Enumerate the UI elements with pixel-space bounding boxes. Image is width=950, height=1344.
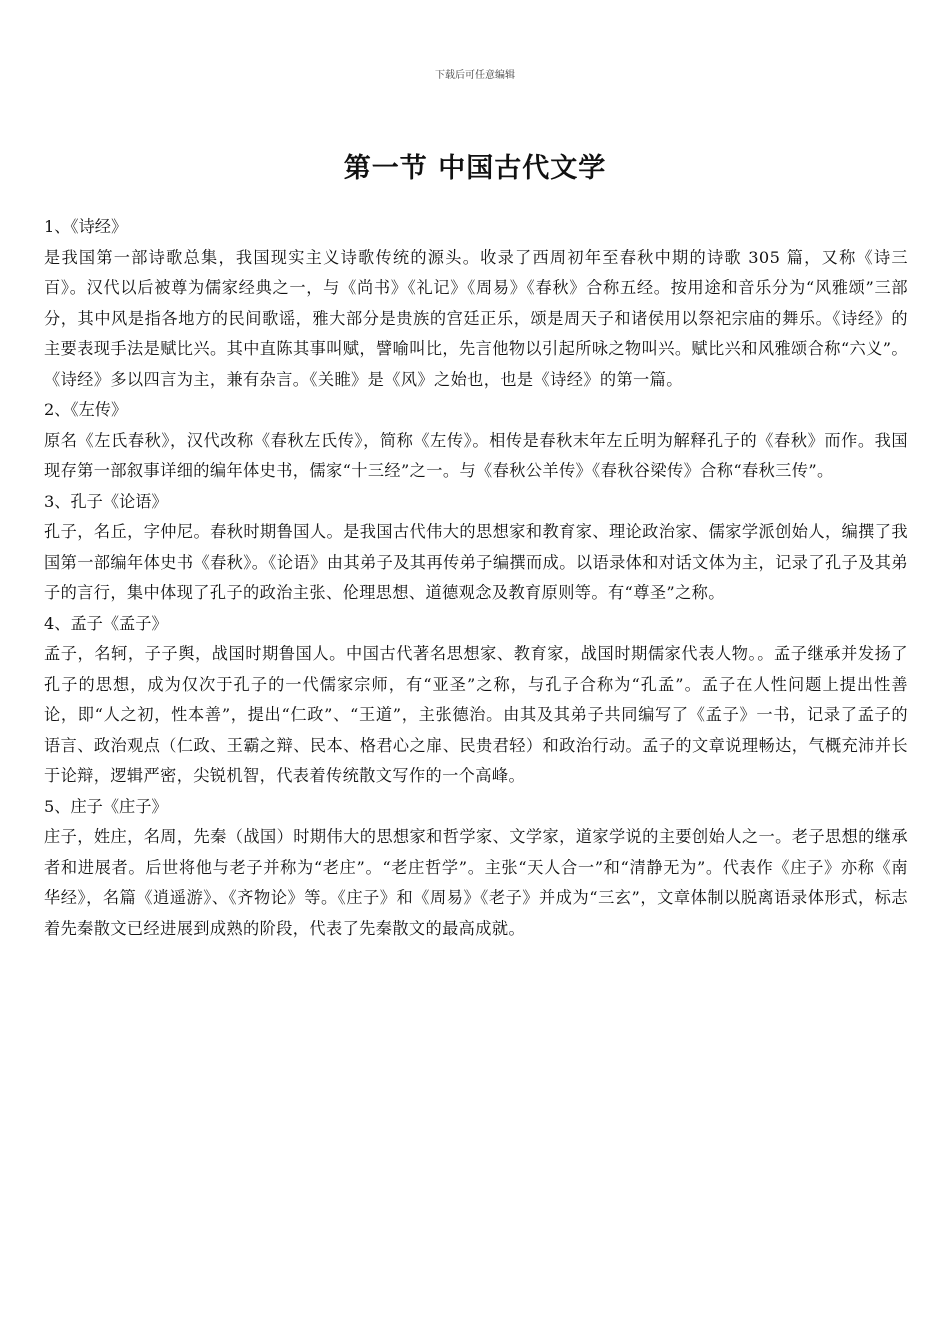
- section-heading: 5、庄子《庄子》: [44, 796, 168, 816]
- document-body: [44, 212, 908, 944]
- section-paragraph: 孔子，名丘，字仲尼。春秋时期鲁国人。是我国古代伟大的思想家和教育家、理论政治家、儒家学派创始人，编撰了我国第一部编年体史书《春秋》。《论语》由其弟子及其再传弟子编撰而成。以语录体和对话文体为主，记录了孔子及其弟子的言行，集中体现了孔子的政治主张、伦理思想、道德观念及教育原则等。有“尊圣”之称。: [44, 522, 908, 602]
- section-shijing: [44, 212, 908, 395]
- section-zuozhuan: [44, 395, 908, 487]
- section-heading: 4、孟子《孟子》: [44, 613, 168, 633]
- page-title: 第一节 中国古代文学: [343, 153, 607, 184]
- section-mengzi: [44, 609, 908, 792]
- section-lunyu: [44, 487, 908, 609]
- section-heading: 3、孔子《论语》: [44, 491, 168, 511]
- section-heading: 2、《左传》: [44, 400, 128, 419]
- section-paragraph: 庄子，姓庄，名周，先秦（战国）时期伟大的思想家和哲学家、文学家，道家学说的主要创始人之一。老子思想的继承者和进展者。后世将他与老子并称为“老庄”。“老庄哲学”。主张“天人合一”和“清静无为”。代表作《庄子》亦称《南华经》，名篇《逍遥游》、《齐物论》等。《庄子》和《周易》《老子》并成为“三玄”，文章体制以脱离语录体形式，标志着先秦散文已经进展到成熟的阶段，代表了先秦散文的最高成就。: [44, 827, 908, 938]
- section-zhuangzi: [44, 792, 908, 945]
- section-heading: 1、《诗经》: [44, 217, 128, 236]
- section-paragraph: 是我国第一部诗歌总集，我国现实主义诗歌传统的源头。收录了西周初年至春秋中期的诗歌 305 篇，又称《诗三百》。汉代以后被尊为儒家经典之一，与《尚书》《礼记》《周易》《春秋》合称五经。按用途和音乐分为“风雅颂”三部分，其中风是指各地方的民间歌谣，雅大部分是贵族的宫廷正乐，颂是周天子和诸侯用以祭祀宗庙的舞乐。《诗经》的主要表现手法是赋比兴。其中直陈其事叫赋，譬喻叫比，先言他物以引起所咏之物叫兴。赋比兴和风雅颂合称“六义”。《诗经》多以四言为主，兼有杂言。《关睢》是《风》之始也，也是《诗经》的第一篇。: [44, 247, 908, 389]
- section-paragraph: 孟子，名轲，子子舆，战国时期鲁国人。中国古代著名思想家、教育家，战国时期儒家代表人物。。孟子继承并发扬了孔子的思想，成为仅次于孔子的一代儒家宗师，有“亚圣”之称，与孔子合称为“孔孟”。孟子在人性问题上提出性善论，即“人之初，性本善”，提出“仁政”、“王道”，主张德治。由其及其弟子共同编写了《孟子》一书，记录了孟子的语言、政治观点（仁政、王霸之辩、民本、格君心之扉、民贵君轻）和政治行动。孟子的文章说理畅达，气概充沛并长于论辩，逻辑严密，尖锐机智，代表着传统散文写作的一个高峰。: [44, 644, 908, 785]
- header-note: 下载后可任意编辑: [435, 70, 515, 81]
- section-paragraph: 原名《左氏春秋》，汉代改称《春秋左氏传》，简称《左传》。相传是春秋末年左丘明为解释孔子的《春秋》而作。我国现存第一部叙事详细的编年体史书，儒家“十三经”之一。与《春秋公羊传》《春秋谷梁传》合称“春秋三传”。: [44, 430, 908, 480]
